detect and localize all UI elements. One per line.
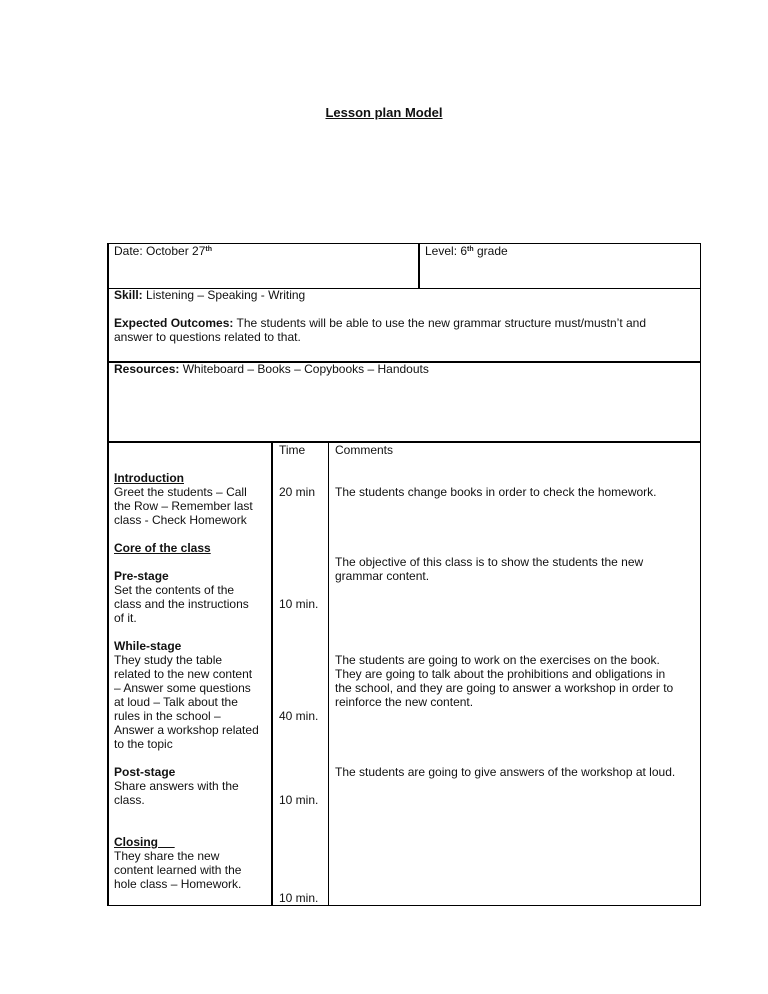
poststage-block [114, 765, 270, 807]
resources-label: Resources: [114, 362, 180, 376]
closing-line: They share the new [114, 849, 220, 863]
whilestage-line: to the topic [114, 737, 173, 751]
introduction-time: 20 min [279, 485, 316, 499]
poststage-line: class. [114, 793, 145, 807]
core-comment [335, 555, 695, 583]
closing-line: content learned with the [114, 863, 242, 877]
date-suffix: th [205, 246, 212, 253]
whilestage-comment [335, 653, 699, 709]
skill-value: Listening – Speaking - Writing [142, 288, 306, 302]
level-cell [425, 244, 508, 258]
whilestage-comment-line: the school, and they are going to answer a workshop in order to [335, 681, 674, 695]
whilestage-line: at loud – Talk about the [114, 695, 238, 709]
header-column-divider [418, 243, 420, 289]
prestage-line: Set the contents of the [114, 583, 235, 597]
whilestage-line: They study the table [114, 653, 223, 667]
core-comment-line: The objective of this class is to show the students the new [335, 555, 644, 569]
closing-line: hole class – Homework. [114, 877, 242, 891]
date-text: Date: October 27 [114, 244, 206, 258]
closing-time: 10 min. [279, 891, 319, 905]
closing-block [114, 835, 270, 891]
poststage-line: Share answers with the [114, 779, 239, 793]
introduction-line: Greet the students – Call [114, 485, 247, 499]
whilestage-line: – Answer some questions [114, 681, 251, 695]
outcomes-line-1: The students will be able to use the new grammar structure must/mustn’t and [233, 316, 647, 330]
poststage-comment: The students are going to give answers of the workshop at loud. [335, 765, 676, 779]
prestage-line: of it. [114, 611, 137, 625]
outcomes-label: Expected Outcomes: [114, 316, 234, 330]
skill-line [114, 288, 305, 302]
row-divider-resources [107, 441, 701, 443]
introduction-line: the Row – Remember last [114, 499, 253, 513]
core-heading: Core of the class [114, 541, 211, 555]
introduction-comment: The students change books in order to check the homework. [335, 485, 657, 499]
whilestage-time: 40 min. [279, 709, 319, 723]
time-column-header: Time [279, 443, 306, 457]
whilestage-heading: While-stage [114, 639, 182, 653]
whilestage-line: related to the new content [114, 667, 253, 681]
poststage-time: 10 min. [279, 793, 319, 807]
whilestage-comment-line: The students are going to work on the exercises on the book. [335, 653, 660, 667]
closing-heading: Closing [114, 835, 158, 849]
whilestage-comment-line: They are going to talk about the prohibitions and obligations in [335, 667, 666, 681]
introduction-heading: Introduction [114, 471, 184, 485]
poststage-heading: Post-stage [114, 765, 176, 779]
level-text: Level: 6 [425, 244, 468, 258]
level-suffix: grade [473, 244, 508, 258]
table-left-border [107, 243, 109, 906]
prestage-block [114, 569, 270, 625]
document-title: Lesson plan Model [325, 105, 443, 120]
introduction-line: class - Check Homework [114, 513, 247, 527]
introduction-block [114, 471, 270, 527]
time-column-divider [328, 441, 329, 906]
core-comment-line: grammar content. [335, 569, 430, 583]
date-cell [114, 244, 212, 258]
prestage-line: class and the instructions [114, 597, 249, 611]
comments-column-header: Comments [335, 443, 394, 457]
level-sup: th [467, 246, 474, 253]
prestage-heading: Pre-stage [114, 569, 169, 583]
outcomes-line-2: answer to questions related to that. [114, 330, 301, 344]
whilestage-comment-line: reinforce the new content. [335, 695, 474, 709]
whilestage-line: rules in the school – [114, 709, 221, 723]
skill-label: Skill: [114, 288, 143, 302]
whilestage-block [114, 639, 270, 751]
outcomes-block [114, 316, 699, 344]
whilestage-line: Answer a workshop related [114, 723, 259, 737]
prestage-time: 10 min. [279, 597, 319, 611]
resources-line [114, 362, 429, 376]
stage-column-divider [271, 441, 273, 906]
resources-value: Whiteboard – Books – Copybooks – Handouts [179, 362, 429, 376]
closing-heading-wrap [114, 835, 270, 849]
